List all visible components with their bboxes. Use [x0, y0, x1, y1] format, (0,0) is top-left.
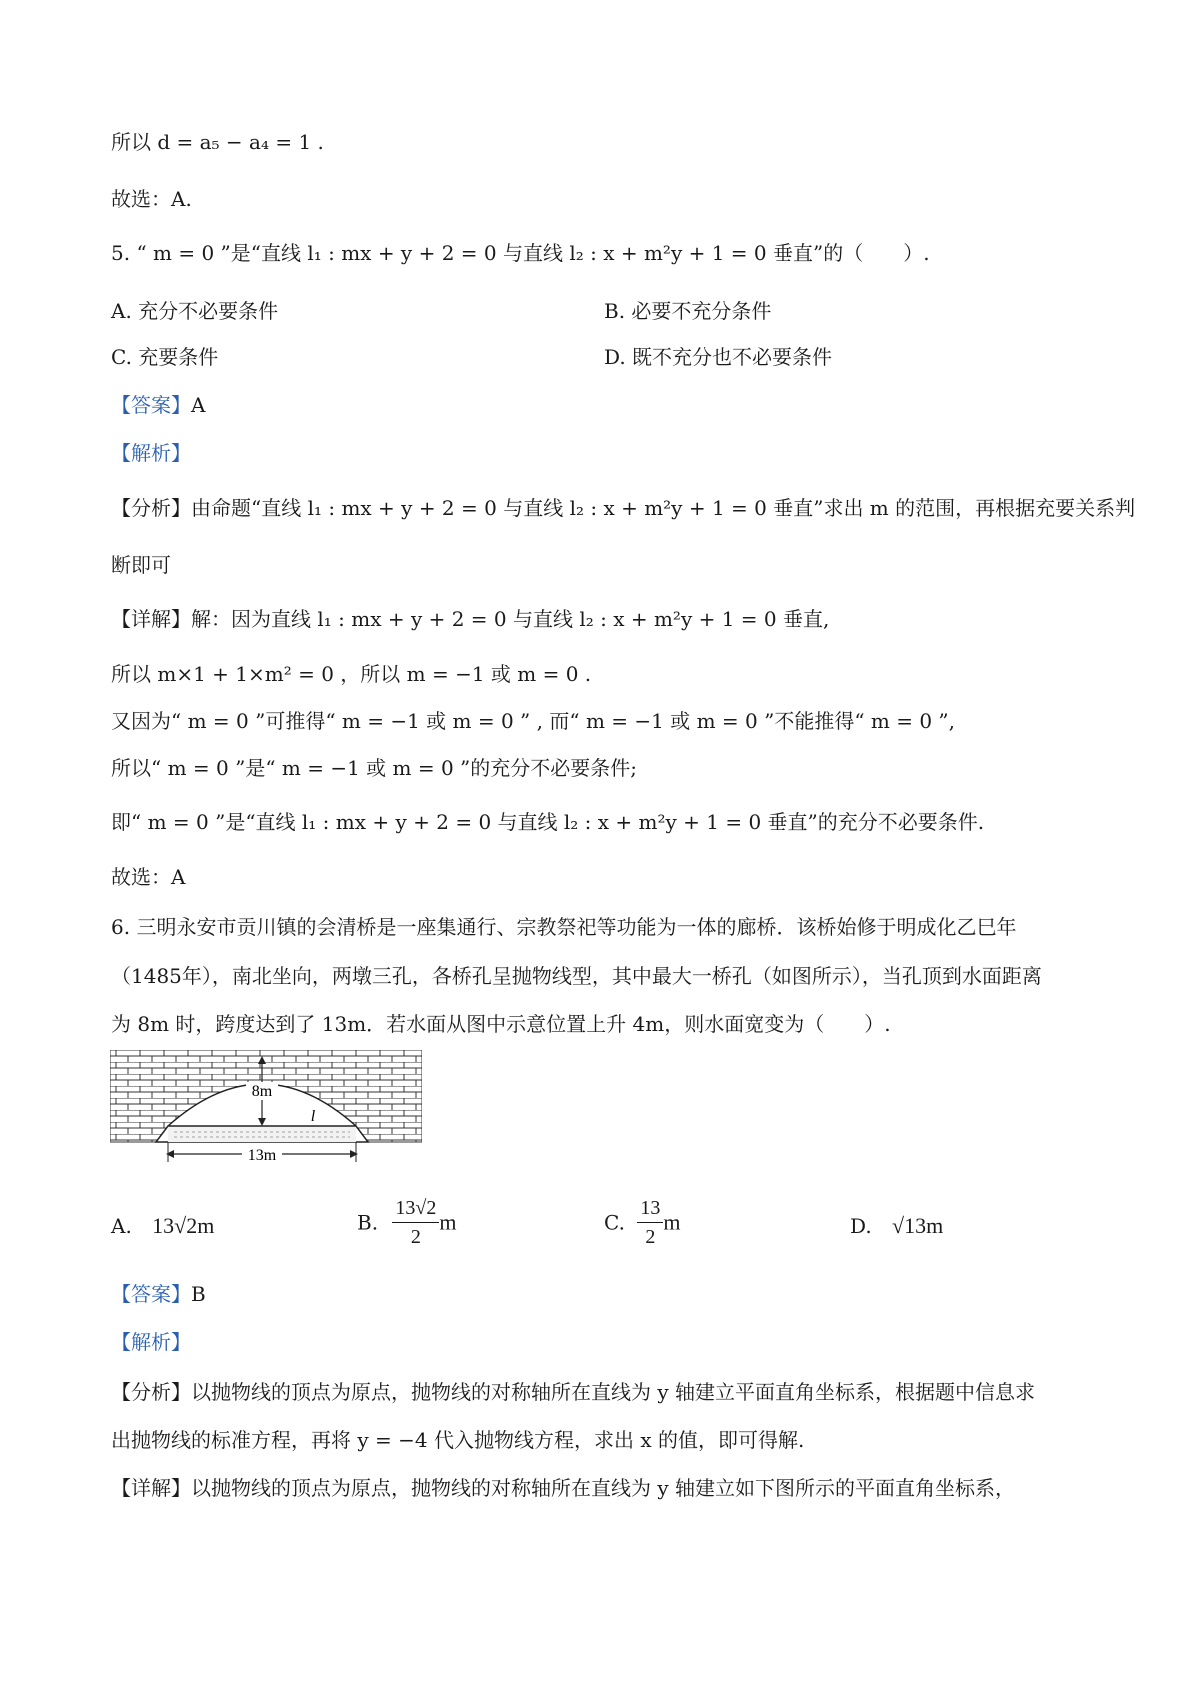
- height-label: 8m: [251, 1083, 273, 1100]
- q6-option-b: [357, 1194, 457, 1251]
- water-label: l: [310, 1108, 316, 1125]
- question-5-stem: 5. “ m = 0 ”是“直线 l₁ : mx + y + 2 = 0 与直线 l₂ : x + m²y + 1 = 0 垂直”的（ ）.: [111, 241, 930, 265]
- xiangjie-text: 以抛物线的顶点为原点，抛物线的对称轴所在直线为 y 轴建立如下图所示的平面直角坐标系，: [191, 1476, 1016, 1500]
- text-line: 断即可: [111, 553, 171, 577]
- fraction: [392, 1194, 439, 1251]
- option-label: A.: [111, 1214, 132, 1238]
- bridge-arch-figure: [110, 1050, 422, 1170]
- fenxi-text: 以抛物线的顶点为原点，抛物线的对称轴所在直线为 y 轴建立平面直角坐标系，根据题中信息求: [191, 1380, 1036, 1404]
- fenxi-tag: 【分析】: [111, 496, 191, 520]
- text-line: （1485年），南北坐向，两墩三孔，各桥孔呈抛物线型，其中最大一桥孔（如图所示），当孔顶到水面距离: [111, 964, 1042, 988]
- unit: m: [439, 1209, 457, 1235]
- xiangjie-tag: 【详解】: [111, 1476, 191, 1500]
- text-line: 出抛物线的标准方程，再将 y = −4 代入抛物线方程，求出 x 的值，即可得解.: [111, 1428, 805, 1452]
- text-line: 为 8m 时，跨度达到了 13m．若水面从图中示意位置上升 4m，则水面宽变为（ ）.: [111, 1012, 891, 1036]
- option-label: C.: [604, 1210, 625, 1235]
- q6-jiexi-tag: 【解析】: [111, 1330, 191, 1354]
- water-area: [168, 1126, 356, 1142]
- q5-jiexi-tag: 【解析】: [111, 441, 191, 465]
- option-label: B.: [357, 1210, 379, 1235]
- text-line: 所以 d = a₅ − a₄ = 1 .: [111, 130, 324, 154]
- text-line: 又因为“ m = 0 ”可推得“ m = −1 或 m = 0 ” , 而“ m = −1 或 m = 0 ”不能推得“ m = 0 ”,: [111, 709, 956, 733]
- numerator: 13√2: [392, 1194, 439, 1223]
- option-value: √13m: [892, 1213, 944, 1238]
- q5-option-b: B. 必要不充分条件: [604, 299, 772, 323]
- text-line: 所以“ m = 0 ”是“ m = −1 或 m = 0 ”的充分不必要条件;: [111, 756, 638, 780]
- numerator: 13: [637, 1194, 663, 1223]
- q5-option-d: D. 既不充分也不必要条件: [604, 345, 833, 369]
- answer-tag: 【答案】: [111, 393, 191, 417]
- answer-value: B: [191, 1282, 206, 1306]
- q6-option-a: [111, 1212, 214, 1240]
- span-label: 13m: [247, 1147, 277, 1164]
- text-line: 即“ m = 0 ”是“直线 l₁ : mx + y + 2 = 0 与直线 l₂ : x + m²y + 1 = 0 垂直”的充分不必要条件.: [111, 810, 985, 834]
- q5-option-a: A. 充分不必要条件: [111, 299, 279, 323]
- xiangjie-tag: 【详解】: [111, 607, 191, 631]
- q6-xiangjie: [111, 1474, 1015, 1502]
- fenxi-text: 由命题“直线 l₁ : mx + y + 2 = 0 与直线 l₂ : x + m²y + 1 = 0 垂直”求出 m 的范围，再根据充要关系判: [191, 496, 1136, 520]
- text-line: 故选：A: [111, 865, 186, 889]
- answer-value: A: [191, 393, 206, 417]
- q5-option-c: C. 充要条件: [111, 345, 219, 369]
- fraction: [637, 1194, 663, 1251]
- denominator: 2: [645, 1226, 656, 1248]
- answer-tag: 【答案】: [111, 1282, 191, 1306]
- text-line: 所以 m×1 + 1×m² = 0 ，所以 m = −1 或 m = 0 .: [111, 662, 592, 686]
- fenxi-tag: 【分析】: [111, 1380, 191, 1404]
- q5-xiangjie: [111, 605, 829, 633]
- q6-answer: [111, 1280, 206, 1308]
- q6-option-d: [850, 1212, 943, 1240]
- option-value: 13√2m: [152, 1213, 215, 1238]
- denominator: 2: [410, 1226, 421, 1248]
- text-line: 故选：A.: [111, 187, 192, 211]
- q5-fenxi: [111, 494, 1135, 522]
- q6-fenxi: [111, 1378, 1035, 1406]
- question-6-stem: 6. 三明永安市贡川镇的会清桥是一座集通行、宗教祭祀等功能为一体的廊桥．该桥始修于明成化乙巳年: [111, 915, 1017, 939]
- q6-option-c: [604, 1194, 680, 1251]
- unit: m: [663, 1209, 681, 1235]
- xiangjie-text: 解：因为直线 l₁ : mx + y + 2 = 0 与直线 l₂ : x + m²y + 1 = 0 垂直,: [191, 607, 830, 631]
- option-label: D.: [850, 1214, 872, 1238]
- q5-answer: [111, 391, 205, 419]
